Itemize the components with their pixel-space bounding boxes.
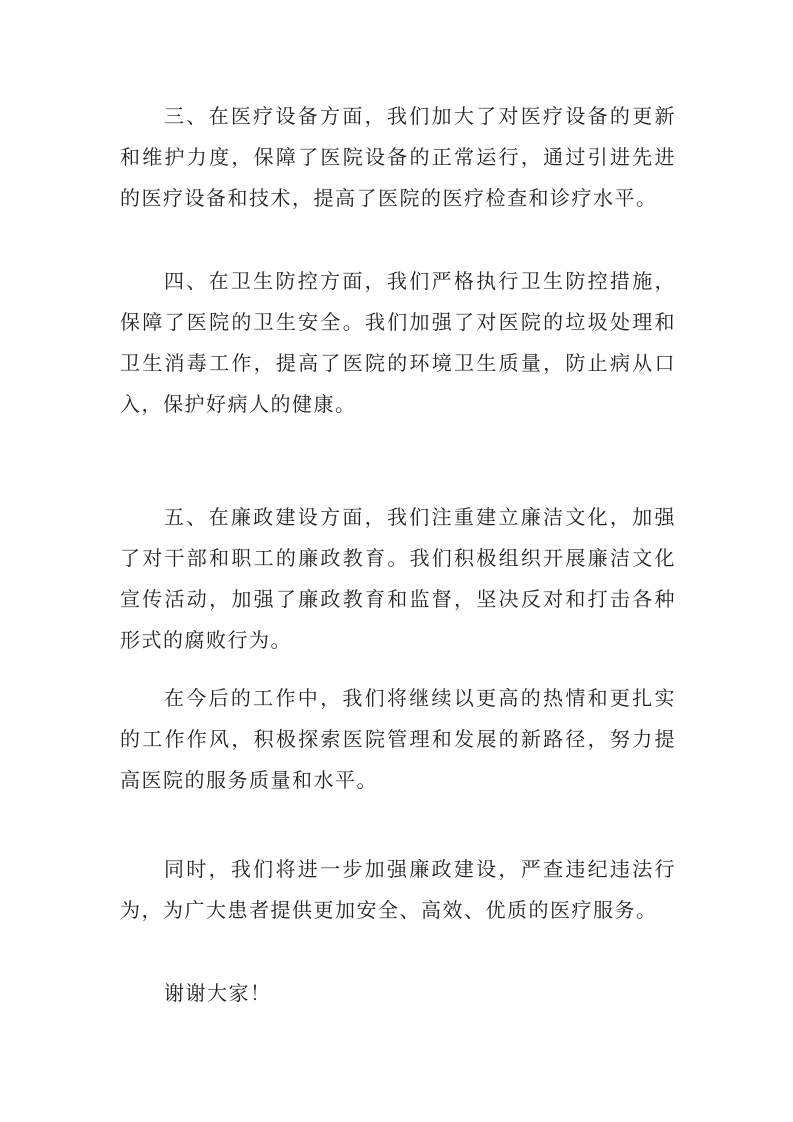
paragraph-medical-equipment: 三、在医疗设备方面，我们加大了对医疗设备的更新和维护力度，保障了医院设备的正常运行，通过引进先进的医疗设备和技术，提高了医院的医疗检查和诊疗水平。 (120, 104, 676, 210)
paragraph-hygiene-control: 四、在卫生防控方面，我们严格执行卫生防控措施，保障了医院的卫生安全。我们加强了对医院的垃圾处理和卫生消毒工作，提高了医院的环境卫生质量，防止病从口入，保护好病人的健康。 (120, 269, 676, 416)
paragraph-future-work: 在今后的工作中，我们将继续以更高的热情和更扎实的工作作风，积极探索医院管理和发展的新路径，努力提高医院的服务质量和水平。 (120, 686, 676, 792)
paragraph-thanks: 谢谢大家！ (164, 981, 272, 1005)
paragraph-commitment: 同时，我们将进一步加强廉政建设，严查违纪违法行为，为广大患者提供更加安全、高效、优质的医疗服务。 (120, 857, 676, 922)
paragraph-integrity-building: 五、在廉政建设方面，我们注重建立廉洁文化，加强了对干部和职工的廉政教育。我们积极组织开展廉洁文化宣传活动，加强了廉政教育和监督，坚决反对和打击各种形式的腐败行为。 (120, 505, 676, 652)
